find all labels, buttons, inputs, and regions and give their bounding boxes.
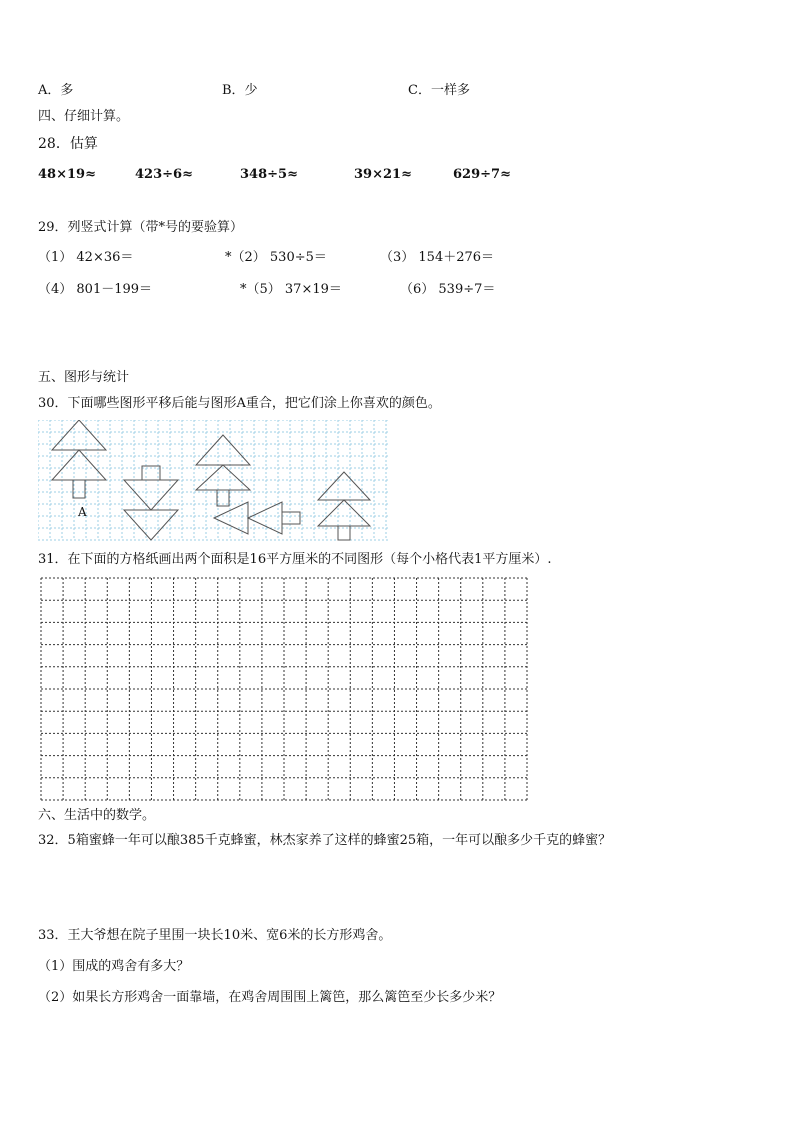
q31-title: 31．在下面的方格纸画出两个面积是16平方厘米的不同图形（每个小格代表1平方厘米）.	[38, 552, 552, 567]
q32-text: 32．5箱蜜蜂一年可以酿385千克蜂蜜，林杰家养了这样的蜂蜜25箱，一年可以酿多少千克的蜂蜜？	[38, 833, 612, 848]
section-6-title: 六、生活中的数学。	[38, 808, 156, 823]
q29-title: 29．列竖式计算（带*号的要验算）	[38, 220, 244, 235]
tree-4-trunk	[282, 512, 300, 524]
option-b: B．少	[222, 83, 258, 98]
option-c: C．一样多	[408, 83, 470, 98]
q29-item-1: （1） 42×36＝	[38, 250, 134, 265]
option-a: A．多	[38, 83, 74, 98]
shape-a-label: A	[78, 505, 87, 519]
section-5-title: 五、图形与统计	[38, 370, 130, 385]
q31-square-grid	[40, 577, 528, 801]
q33-sub-2: （2）如果长方形鸡舍一面靠墙，在鸡舍周围围上篱笆，那么篱笆至少长多少米？	[38, 990, 502, 1005]
tree-4-right	[248, 502, 282, 534]
q29-item-4: （4） 801－199＝	[38, 282, 153, 297]
q28-item-3: 348÷5≈	[240, 167, 298, 182]
q29-item-3: （3） 154＋276＝	[380, 250, 495, 265]
q29-item-6: （6） 539÷7＝	[400, 282, 496, 297]
q29-item-5: *（5） 37×19＝	[240, 282, 342, 297]
q30-grid-figure	[38, 420, 390, 542]
q29-item-2: *（2） 530÷5＝	[225, 250, 327, 265]
tree-a-trunk	[73, 480, 85, 498]
q28-item-5: 629÷7≈	[453, 167, 511, 182]
section-4-title: 四、仔细计算。	[38, 109, 130, 124]
q28-item-4: 39×21≈	[354, 167, 412, 182]
q28-item-1: 48×19≈	[38, 167, 96, 182]
q33-title: 33．王大爷想在院子里围一块长10米、宽6米的长方形鸡舍。	[38, 928, 392, 943]
q28-item-2: 423÷6≈	[135, 167, 193, 182]
q30-title: 30．下面哪些图形平移后能与图形A重合，把它们涂上你喜欢的颜色。	[38, 396, 441, 411]
tree-4-left	[214, 502, 248, 534]
q28-title: 28．估算	[38, 136, 98, 152]
q33-sub-1: （1）围成的鸡舍有多大？	[38, 959, 190, 974]
